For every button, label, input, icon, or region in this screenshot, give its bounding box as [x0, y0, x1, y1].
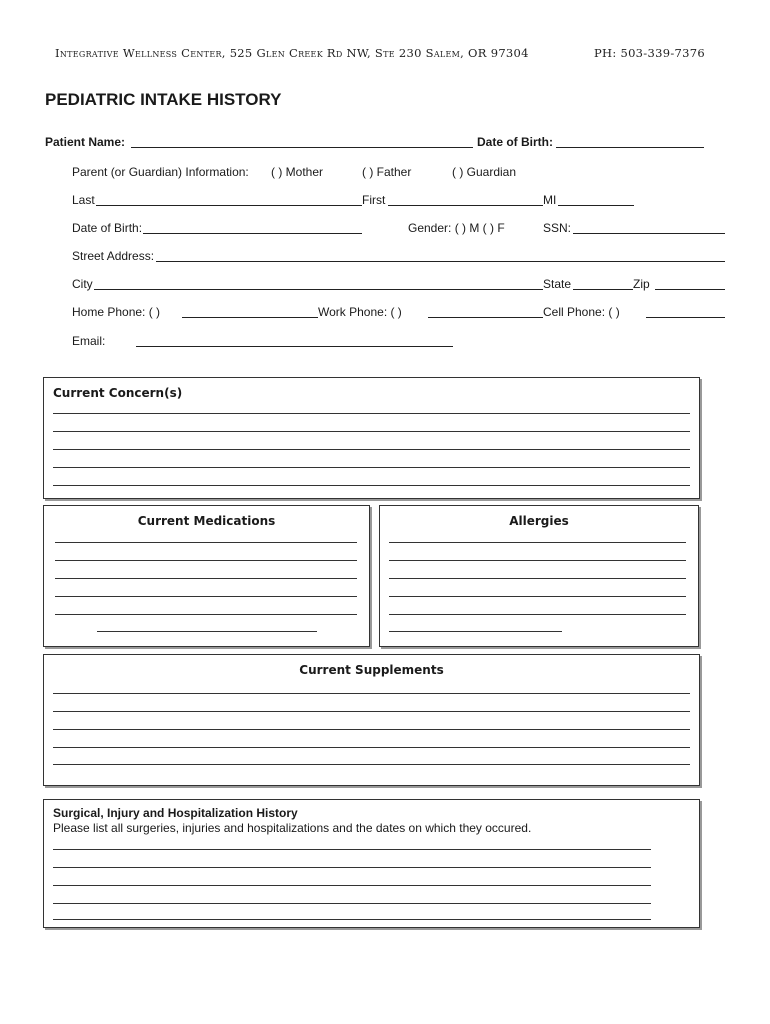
- history-line[interactable]: [53, 903, 651, 904]
- ssn-label: SSN:: [543, 221, 572, 235]
- patient-name-field[interactable]: [131, 135, 473, 148]
- concerns-title: Current Concern(s): [53, 386, 183, 400]
- first-name-field[interactable]: [388, 193, 543, 206]
- street-field[interactable]: [156, 249, 725, 262]
- supplements-line[interactable]: [53, 764, 690, 765]
- option-mother[interactable]: ( ) Mother: [271, 165, 324, 179]
- patient-dob-label: Date of Birth:: [477, 135, 553, 149]
- history-line[interactable]: [53, 849, 651, 850]
- clinic-address: Integrative Wellness Center, 525 Glen Creek Rd NW, Ste 230 Salem, OR 97304: [55, 46, 529, 60]
- city-label: City: [72, 277, 93, 291]
- medications-line[interactable]: [55, 614, 357, 615]
- clinic-phone: PH: 503-339-7376: [593, 46, 705, 60]
- supplements-line[interactable]: [53, 693, 690, 694]
- supplements-title: Current Supplements: [299, 663, 444, 677]
- patient-dob-field[interactable]: [556, 135, 704, 148]
- history-title: Surgical, Injury and Hospitalization History: [53, 806, 298, 820]
- zip-label: Zip: [633, 277, 650, 291]
- cell-phone-label: Cell Phone: ( ): [543, 305, 620, 319]
- supplements-line[interactable]: [53, 729, 690, 730]
- allergies-line[interactable]: [389, 596, 686, 597]
- last-name-field[interactable]: [96, 193, 362, 206]
- allergies-line[interactable]: [389, 631, 562, 632]
- medications-line[interactable]: [97, 631, 317, 632]
- first-name-label: First: [362, 193, 386, 207]
- home-phone-label: Home Phone: ( ): [72, 305, 161, 319]
- home-phone-field[interactable]: [182, 305, 318, 318]
- zip-field[interactable]: [655, 277, 725, 290]
- concerns-box: [43, 377, 700, 499]
- history-line[interactable]: [53, 885, 651, 886]
- supplements-box: [43, 654, 700, 786]
- work-phone-label: Work Phone: ( ): [318, 305, 402, 319]
- work-phone-field[interactable]: [428, 305, 543, 318]
- mi-field[interactable]: [558, 193, 634, 206]
- concerns-line[interactable]: [53, 431, 690, 432]
- allergies-line[interactable]: [389, 542, 686, 543]
- allergies-title: Allergies: [509, 514, 569, 528]
- supplements-line[interactable]: [53, 747, 690, 748]
- allergies-line[interactable]: [389, 560, 686, 561]
- street-label: Street Address:: [72, 249, 155, 263]
- concerns-line[interactable]: [53, 485, 690, 486]
- state-label: State: [543, 277, 572, 291]
- parent-dob-label: Date of Birth:: [72, 221, 143, 235]
- last-name-label: Last: [72, 193, 95, 207]
- option-guardian[interactable]: ( ) Guardian: [452, 165, 517, 179]
- history-box: [43, 799, 700, 928]
- medications-title: Current Medications: [137, 514, 276, 528]
- ssn-field[interactable]: [573, 221, 725, 234]
- mi-label: MI: [543, 193, 557, 207]
- allergies-box: [379, 505, 699, 647]
- page-title: PEDIATRIC INTAKE HISTORY: [45, 90, 282, 109]
- supplements-line[interactable]: [53, 711, 690, 712]
- state-field[interactable]: [573, 277, 633, 290]
- option-father[interactable]: ( ) Father: [362, 165, 412, 179]
- medications-box: [43, 505, 370, 647]
- allergies-line[interactable]: [389, 614, 686, 615]
- history-line[interactable]: [53, 867, 651, 868]
- gender-options[interactable]: Gender: ( ) M ( ) F: [408, 221, 505, 235]
- concerns-line[interactable]: [53, 467, 690, 468]
- medications-line[interactable]: [55, 560, 357, 561]
- concerns-line[interactable]: [53, 413, 690, 414]
- concerns-line[interactable]: [53, 449, 690, 450]
- allergies-line[interactable]: [389, 578, 686, 579]
- city-field[interactable]: [94, 277, 543, 290]
- email-label: Email:: [72, 334, 106, 348]
- history-instructions: Please list all surgeries, injuries and hospitalizations and the dates on which they occured.: [53, 821, 532, 835]
- parent-dob-field[interactable]: [143, 221, 362, 234]
- medications-line[interactable]: [55, 578, 357, 579]
- cell-phone-field[interactable]: [646, 305, 725, 318]
- clinic-header: [55, 46, 705, 60]
- patient-name-label: Patient Name:: [45, 135, 126, 149]
- email-field[interactable]: [136, 334, 453, 347]
- medications-line[interactable]: [55, 596, 357, 597]
- parent-info-label: Parent (or Guardian) Information:: [72, 165, 249, 179]
- medications-line[interactable]: [55, 542, 357, 543]
- history-line[interactable]: [53, 919, 651, 920]
